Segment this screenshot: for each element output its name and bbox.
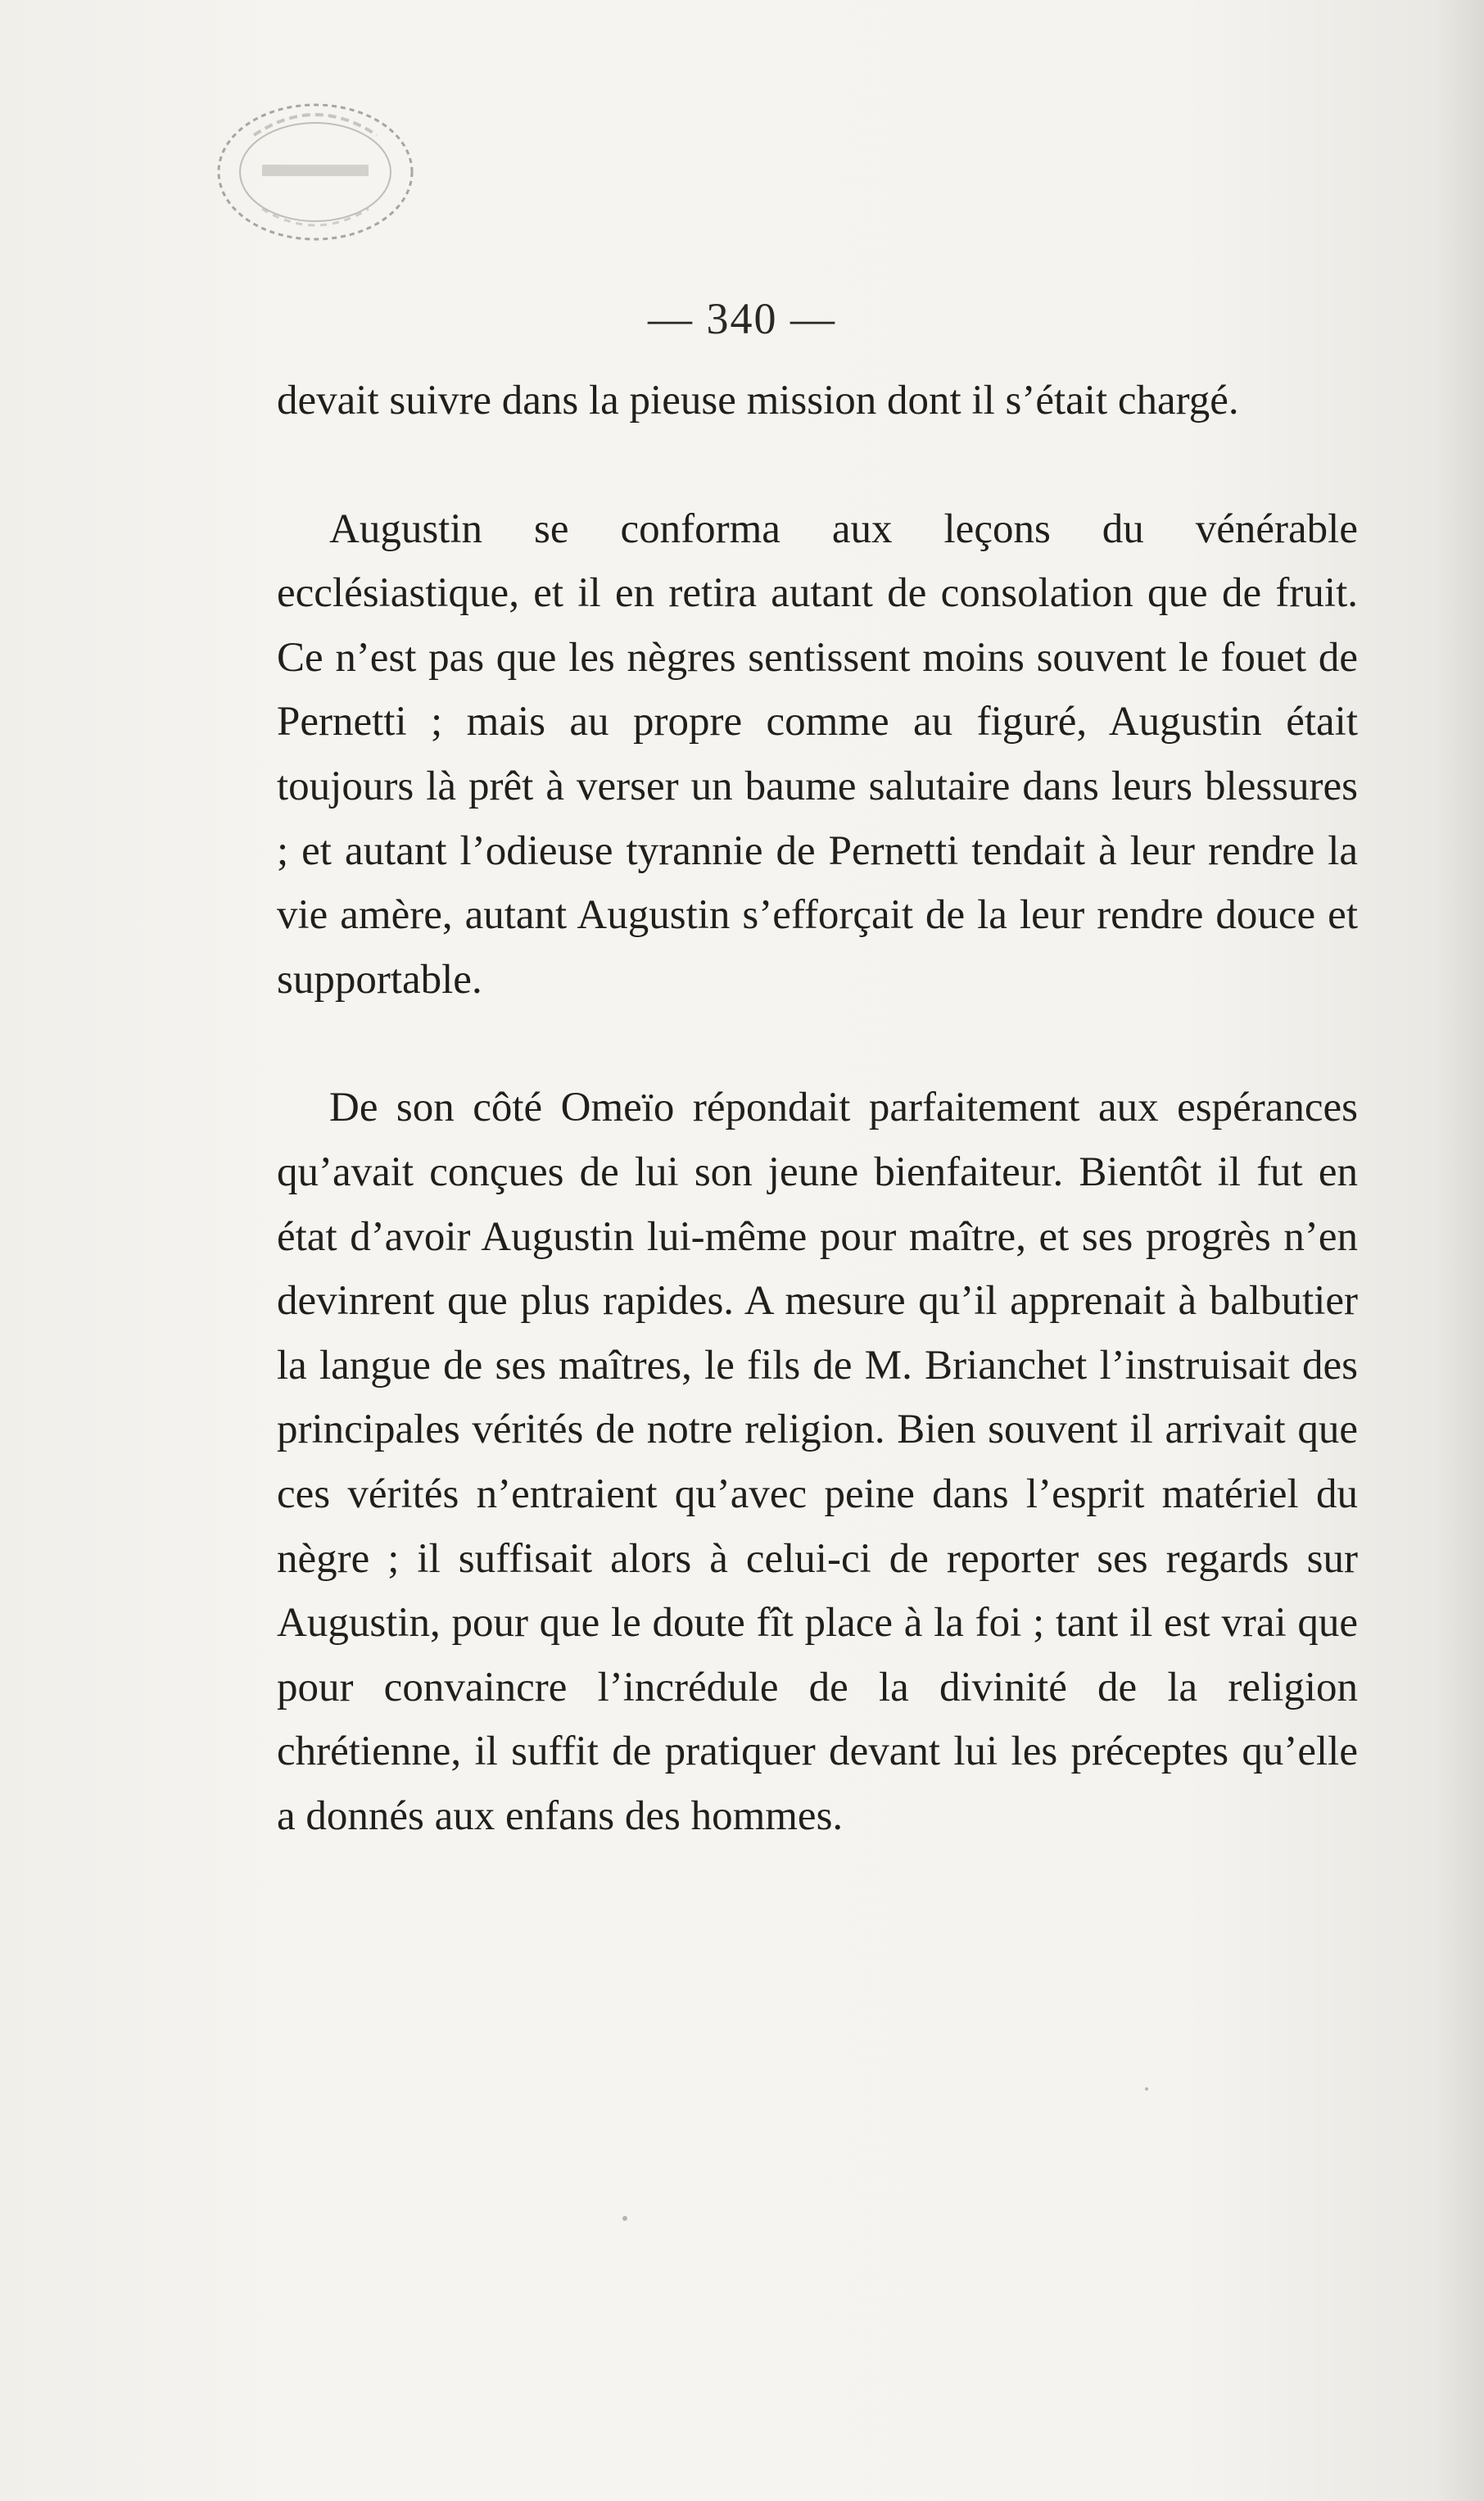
library-stamp-icon (205, 86, 426, 258)
page-edge-shadow (1435, 0, 1484, 2501)
paper-speck (622, 2216, 627, 2221)
paragraph: De son côté Omeïo répondait parfaitement aux espérances qu’avait conçues de lui son jeune bienfaiteur. Bientôt il fut en état d’avoir Augustin lui-même pour maître, et ses progrès n’en devinrent que plus rapides. A mesure qu’il apprenait à balbutier la langue de ses maîtres, le fils de M. Brianchet l’instruisait des principales vérités de notre religion. Bien souvent il arrivait que ces vérités n’entraient qu’avec peine dans l’esprit matériel du nègre ; il suffisait alors à celui-ci de reporter ses regards sur Augustin, pour que le doute fît place à la foi ; tant il est vrai que pour convaincre l’incrédule de la divinité de la religion chrétienne, il suffit de pratiquer devant lui les préceptes qu’elle a donnés aux enfans des hommes. (277, 1085, 1358, 1839)
paper-speck (1145, 2087, 1148, 2091)
page-number: — 340 — (648, 294, 836, 343)
paragraph: Augustin se conforma aux leçons du vénérable ecclésiastique, et il en retira autant de consolation que de fruit. Ce n’est pas que les nègres sentissent moins souvent le fouet de Pernetti ; mais au propre comme au figuré, Augustin était toujours là prêt à verser un baume salutaire dans leurs blessures ; et autant l’odieuse tyrannie de Pernetti tendait à leur rendre la vie amère, autant Augustin s’efforçait de la leur rendre douce et supportable. (277, 505, 1358, 1003)
paragraph-continuation: devait suivre dans la pieuse mission dont il s’était chargé. (277, 378, 1239, 424)
body-text (277, 369, 1358, 1848)
